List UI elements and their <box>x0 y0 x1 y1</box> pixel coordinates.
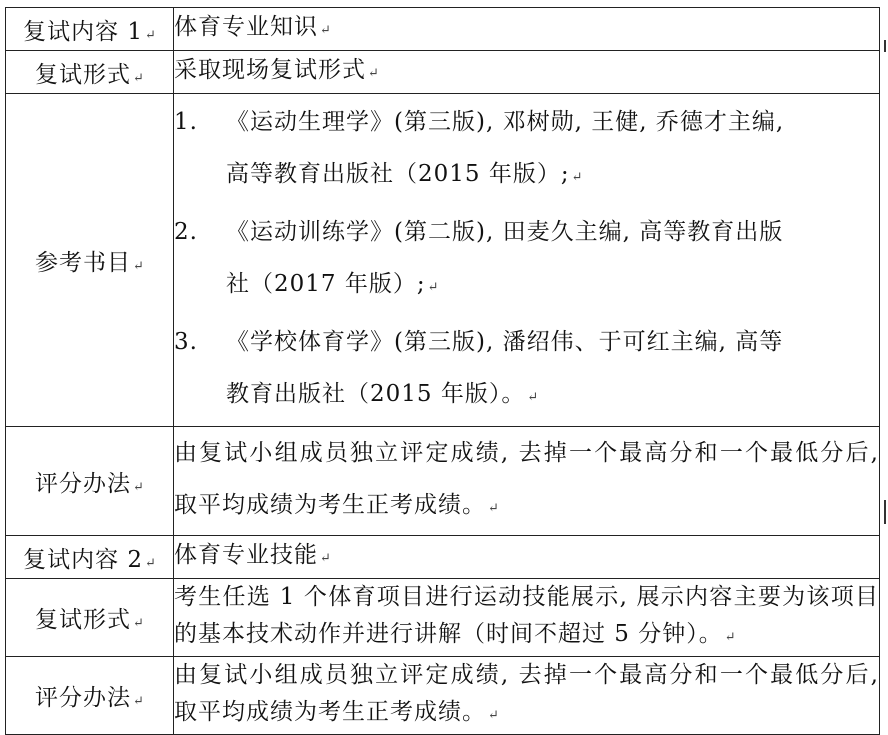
paragraph-mark-icon: ↵ <box>724 630 736 645</box>
table-row <box>6 8 880 51</box>
reference-text: 《运动生理学》(第三版), 邓树勋, 王健, 乔德才主编, <box>226 109 785 135</box>
reference-text: 《学校体育学》(第三版), 潘绍伟、于可红主编, 高等 <box>226 329 784 355</box>
paragraph-mark-icon: ↵ <box>368 66 379 81</box>
paragraph-mark-icon: ↵ <box>571 170 583 185</box>
row-label-cell <box>6 8 174 51</box>
paragraph-mark-icon: ↵ <box>133 70 144 86</box>
table-row <box>6 51 880 94</box>
exam-info-table <box>5 7 880 735</box>
format-1-label: 复试形式 <box>35 61 132 88</box>
content-2-label: 复试内容 2 <box>23 546 144 573</box>
paragraph-mark-icon: ↵ <box>133 616 144 631</box>
table-edge-marker <box>884 500 886 524</box>
row-label-cell <box>6 579 174 657</box>
scoring-1-value: 由复试小组成员独立评定成绩, 去掉一个最高分和一个最低分后, 取平均成绩为考生正考成绩。 <box>174 440 879 518</box>
reference-text: 教育出版社（2015 年版）。 <box>226 381 526 407</box>
paragraph-mark-icon: ↵ <box>320 23 331 38</box>
format-1-value: 采取现场复试形式 <box>174 57 366 83</box>
scoring-2-value: 由复试小组成员独立评定成绩, 去掉一个最高分和一个最低分后, 取平均成绩为考生正考成绩。 <box>174 662 879 725</box>
reference-item <box>174 96 879 204</box>
reference-text: 社（2017 年版）; <box>226 271 426 297</box>
reference-item <box>174 316 879 424</box>
paragraph-mark-icon: ↵ <box>488 708 499 723</box>
scoring-2-label: 评分办法 <box>35 685 132 711</box>
reference-number: 1. <box>174 109 198 135</box>
reference-item <box>174 206 879 314</box>
paragraph-mark-icon: ↵ <box>133 258 144 274</box>
row-value-cell <box>174 579 880 657</box>
row-value-cell <box>174 94 880 427</box>
paragraph-mark-icon: ↵ <box>320 551 331 566</box>
content-1-value: 体育专业知识 <box>174 14 318 40</box>
row-label-cell <box>6 51 174 94</box>
row-value-cell <box>174 657 880 735</box>
row-label-cell <box>6 94 174 427</box>
format-2-value: 考生任选 1 个体育项目进行运动技能展示, 展示内容主要为该项目的基本技术动作并进行讲解（时间不超过 5 分钟）。 <box>174 584 879 647</box>
row-label-cell <box>6 536 174 579</box>
content-1-label: 复试内容 1 <box>23 18 144 45</box>
table-row <box>6 657 880 735</box>
paragraph-mark-icon: ↵ <box>145 555 156 571</box>
paragraph-mark-icon: ↵ <box>145 27 156 43</box>
row-value-cell <box>174 427 880 536</box>
paragraph-mark-icon: ↵ <box>527 390 539 405</box>
content-2-value: 体育专业技能 <box>174 542 318 568</box>
reference-text: 高等教育出版社（2015 年版）; <box>226 161 570 187</box>
format-2-label: 复试形式 <box>35 607 132 633</box>
paragraph-mark-icon: ↵ <box>427 280 439 295</box>
scoring-1-label: 评分办法 <box>35 470 132 497</box>
references-label: 参考书目 <box>35 249 132 276</box>
row-value-cell <box>174 51 880 94</box>
reference-number: 3. <box>174 329 198 355</box>
row-value-cell <box>174 8 880 51</box>
paragraph-mark-icon: ↵ <box>133 694 144 709</box>
reference-text: 《运动训练学》(第二版), 田麦久主编, 高等教育出版 <box>226 219 784 245</box>
table-row <box>6 427 880 536</box>
table-row <box>6 536 880 579</box>
row-label-cell <box>6 427 174 536</box>
row-value-cell <box>174 536 880 579</box>
paragraph-mark-icon: ↵ <box>488 501 499 516</box>
row-label-cell <box>6 657 174 735</box>
table-row <box>6 579 880 657</box>
table-row <box>6 94 880 427</box>
paragraph-mark-icon: ↵ <box>133 479 144 495</box>
table-edge-marker <box>884 40 886 52</box>
reference-number: 2. <box>174 219 198 245</box>
